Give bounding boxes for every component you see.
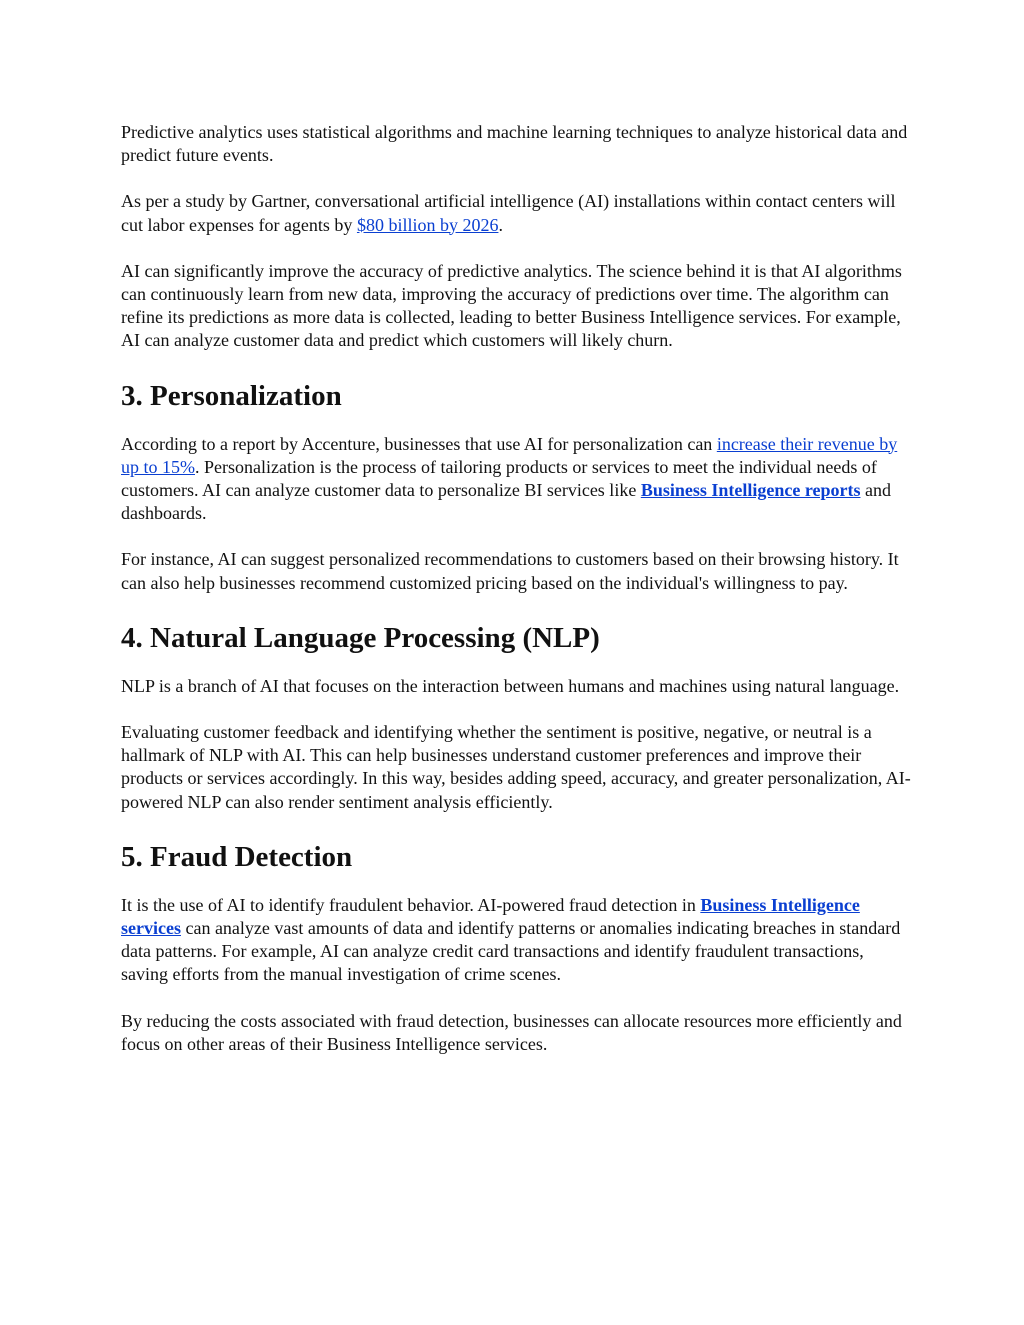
nlp-definition-paragraph: NLP is a branch of AI that focuses on the interaction between humans and machines using natural language. (121, 675, 900, 696)
heading-nlp: 4. Natural Language Processing (NLP) (121, 621, 600, 654)
document-body (121, 121, 911, 1079)
accenture-text-end: and dashboards. (121, 480, 891, 524)
bi-services-link[interactable]: Business Intelligence services (121, 894, 860, 939)
accuracy-paragraph: AI can significantly improve the accuracy of predictive analytics. The science behind it is that AI algorithms can continuously learn from new data, improving the accuracy of predictions over time. The algorithm can refine its predictions as more data is collected, leading to better Business Intelligence services. For example, AI can analyze customer data and predict which customers will likely churn. (121, 260, 902, 351)
accenture-text: According to a report by Accenture, businesses that use AI for personalization can (121, 433, 717, 454)
accenture-text-middle: . Personalization is the process of tailoring products or services to meet the individual needs of customers. AI can analyze customer data to personalize BI services like (121, 456, 877, 501)
heading-fraud-detection: 5. Fraud Detection (121, 840, 353, 873)
gartner-paragraph (121, 190, 911, 236)
accenture-revenue-link[interactable]: increase their revenue by up to 15% (121, 433, 898, 477)
gartner-text-end: . (498, 214, 503, 235)
heading-personalization: 3. Personalization (121, 379, 342, 412)
gartner-link[interactable]: $80 billion by 2026 (356, 214, 499, 235)
recommendations-paragraph: For instance, AI can suggest personalized recommendations to customers based on their browsing history. It can also help businesses recommend customized pricing based on the individual's willingness to pay. (121, 549, 899, 593)
fraud-paragraph (121, 894, 911, 987)
costs-paragraph: By reducing the costs associated with fraud detection, businesses can allocate resources more efficiently and focus on other areas of their Business Intelligence services. (121, 1010, 902, 1054)
intro-paragraph: Predictive analytics uses statistical algorithms and machine learning techniques to analyze historical data and predict future events. (121, 122, 908, 166)
fraud-text-end: can analyze vast amounts of data and identify patterns or anomalies indicating breaches in standard data patterns. For example, AI can analyze credit card transactions and identify fraudulent transactions, saving efforts from the manual investigation of crime scenes. (121, 918, 901, 985)
accenture-paragraph (121, 433, 911, 526)
bi-reports-link[interactable]: Business Intelligence reports (640, 480, 861, 501)
gartner-text: As per a study by Gartner, conversational artificial intelligence (AI) installations within contact centers will cut labor expenses for agents by (121, 191, 896, 235)
sentiment-paragraph: Evaluating customer feedback and identifying whether the sentiment is positive, negative, or neutral is a hallmark of NLP with AI. This can help businesses understand customer preferences and improve their products or services accordingly. In this way, besides adding speed, accuracy, and greater personalization, AI-powered NLP can also render sentiment analysis efficiently. (121, 722, 911, 812)
fraud-text: It is the use of AI to identify fraudulent behavior. AI-powered fraud detection in (121, 894, 701, 915)
